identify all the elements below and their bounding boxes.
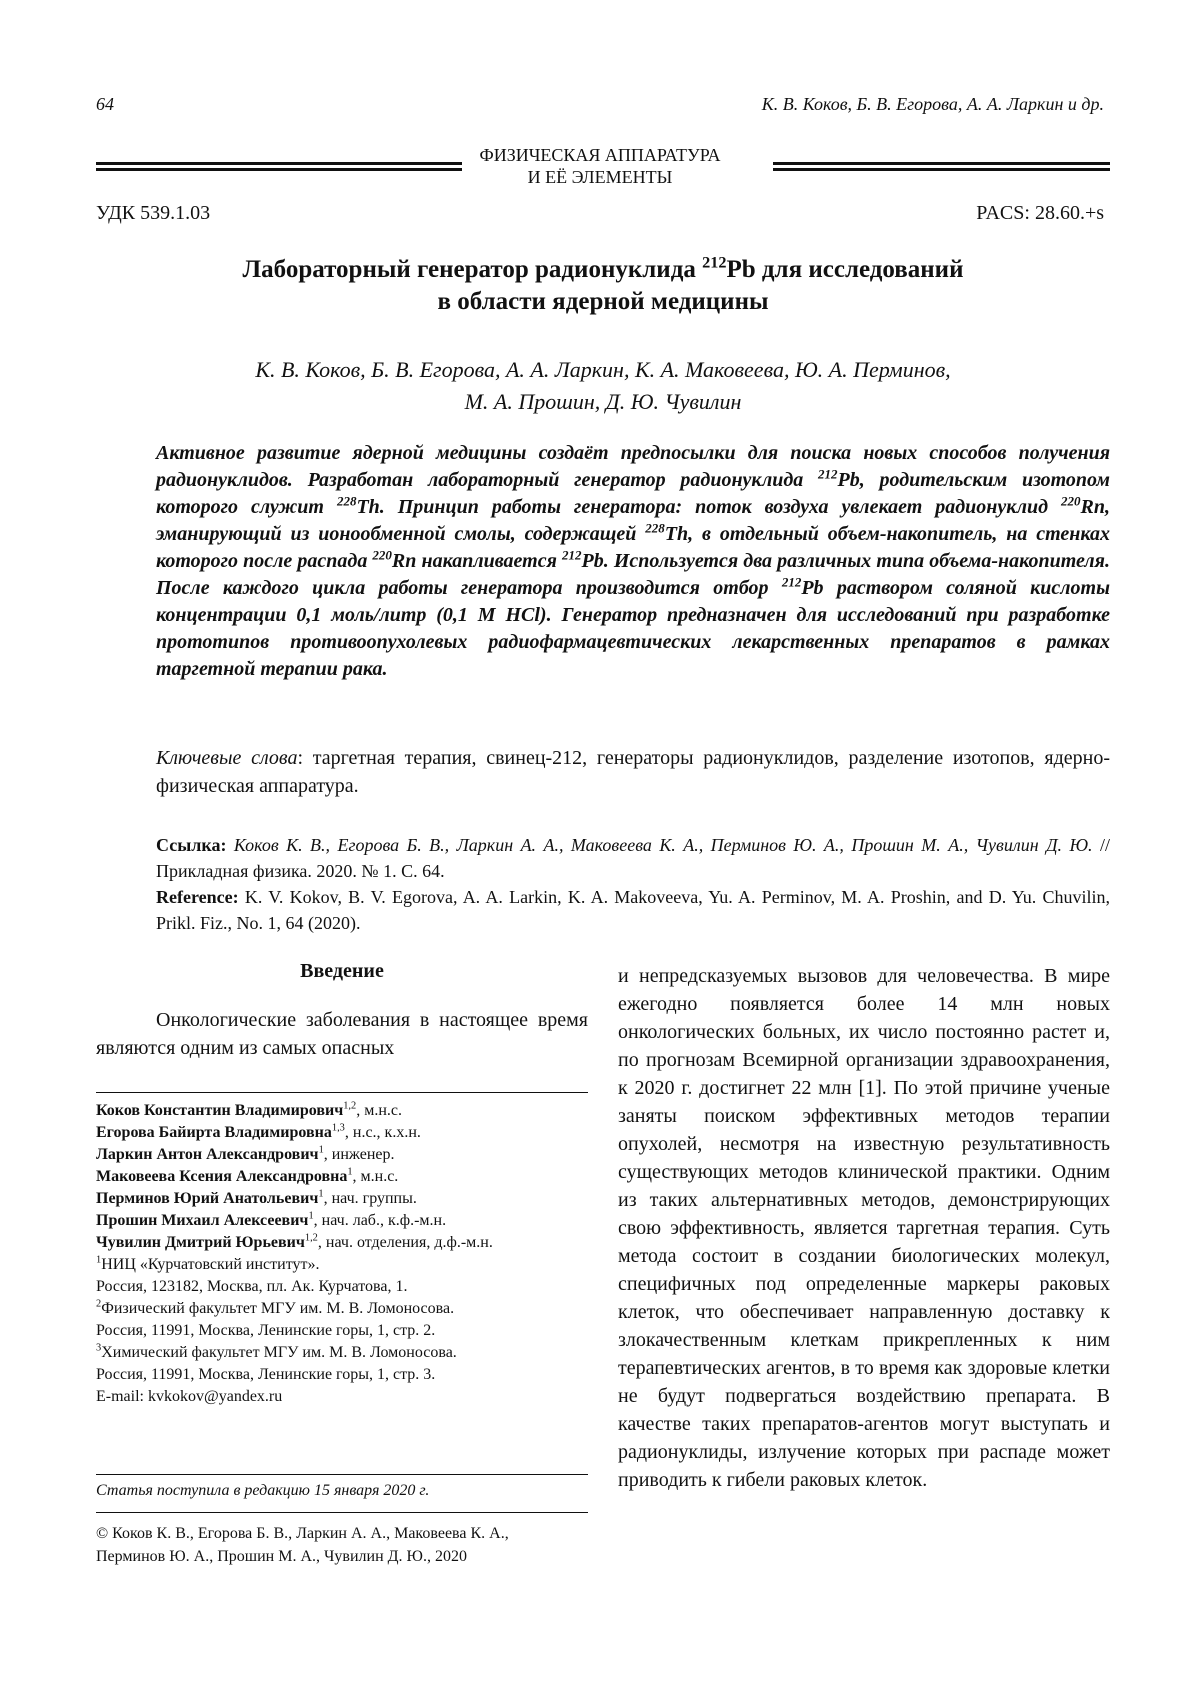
footnote-divider xyxy=(96,1092,588,1093)
footnote-author-role: , м.н.с. xyxy=(352,1168,399,1185)
keywords xyxy=(156,744,1110,800)
running-head: К. В. Коков, Б. В. Егорова, А. А. Ларкин и др. xyxy=(761,94,1104,114)
footnote-author xyxy=(96,1144,588,1166)
udk-code: УДК 539.1.03 xyxy=(96,202,211,224)
footnote-author xyxy=(96,1188,588,1210)
abstract-text: Rn, эманирующий из ионообменной смолы, содержащей xyxy=(156,496,1110,545)
title-part: Лабораторный генератор радионуклида xyxy=(242,256,703,283)
affiliation-3-address: Россия, 11991, Москва, Ленинские горы, 1, стр. 3. xyxy=(96,1366,436,1383)
footnote-author-sup: 1 xyxy=(347,1166,353,1178)
isotope-sup: 220 xyxy=(1061,493,1081,509)
copyright: © Коков К. В., Егорова Б. В., Ларкин А. А., Маковеева К. А., Перминов Ю. А., Прошин М. А., Чувилин Д. Ю., 2020 xyxy=(96,1525,509,1565)
article-title xyxy=(96,254,1110,318)
affiliation-sup: 3 xyxy=(96,1342,102,1354)
footnote-author xyxy=(96,1122,588,1144)
footnote-author-name: Ларкин Антон Александрович xyxy=(96,1146,319,1163)
intro-right-text: и непредсказуемых вызовов для человечества. В мире ежегодно появляется более 14 млн новых онкологических больных, их число постоянно растет и, по прогнозам Всемирной организации здравоохранения, к 2020 г. достигнет 22 млн [1]. По этой причине ученые заняты поиском эффективных методов терапии опухолей, несмотря на известную результативность существующих методов клинической практики. Одним из таких альтернативных методов, демонстрирующих свою эффективность, является таргетная терапия. Суть метода состоит в создании биологических молекул, специфичных под определенные маркеры раковых клеток, что обеспечивает направленную доставку к злокачественным клеткам прикрепленных к ним терапевтических агентов, в то время как здоровые клетки не будут подвергаться воздействию препарата. В качестве таких препаратов-агентов могут выступать и радионуклиды, излучение которых при распаде может приводить к гибели раковых клеток. xyxy=(618,965,1110,1491)
title-part: Pb для исследований xyxy=(726,256,964,283)
footnote-divider xyxy=(96,1512,588,1513)
footnote-divider xyxy=(96,1474,588,1475)
footnote-author xyxy=(96,1100,588,1122)
footnote-author-name: Коков Константин Владимирович xyxy=(96,1102,344,1119)
footnote-author-role: , нач. группы. xyxy=(323,1190,417,1207)
isotope-sup: 212 xyxy=(818,466,838,482)
footnote-author xyxy=(96,1210,588,1232)
footnote-author-sup: 1,2 xyxy=(304,1232,318,1244)
citation-label: Ссылка: xyxy=(156,835,227,855)
footnote-author-name: Прошин Михаил Алексеевич xyxy=(96,1212,309,1229)
abstract-text: Pb. Используется два различных типа объема-накопителя. После каждого цикла работы генератора производится отбор xyxy=(156,550,1110,599)
citation-authors: Коков К. В., Егорова Б. В., Ларкин А. А., Маковеева К. А., Перминов Ю. А., Прошин М. А., Чувилин Д. Ю. xyxy=(226,835,1093,855)
citation-en xyxy=(156,884,1110,936)
section-rule-left xyxy=(96,162,462,171)
title-sup: 212 xyxy=(702,253,727,272)
abstract-text: Pb раствором соляной кислоты концентрации 0,1 моль/литр (0,1 М HCl). Генератор предназначен для исследований при разработке прототипов противоопухолевых радиофармацевтических лекарственных препаратов в рамках таргетной терапии рака. xyxy=(156,577,1110,680)
abstract-text: Th. Принцип работы генератора: поток воздуха увлекает радионуклид xyxy=(356,496,1062,518)
authors-line2: М. А. Прошин, Д. Ю. Чувилин xyxy=(464,389,742,414)
affiliation-2-address: Россия, 11991, Москва, Ленинские горы, 1, стр. 2. xyxy=(96,1322,436,1339)
isotope-sup: 212 xyxy=(781,574,802,590)
abstract-text: Активное развитие ядерной медицины создаёт предпосылки для поиска новых способов получения радионуклидов. Разработан лабораторный генератор радионуклида xyxy=(156,442,1110,491)
authors-line1: К. В. Коков, Б. В. Егорова, А. А. Ларкин, К. А. Маковеева, Ю. А. Перминов, xyxy=(255,357,951,382)
affiliation-2 xyxy=(96,1298,588,1320)
footnote-author-sup: 1 xyxy=(308,1210,314,1222)
section-title-line1: ФИЗИЧЕСКАЯ АППАРАТУРА xyxy=(479,145,721,165)
intro-heading: Введение xyxy=(300,960,384,982)
footnote-author-role: , нач. лаб., к.ф.-м.н. xyxy=(313,1212,447,1229)
isotope-sup: 212 xyxy=(562,547,582,563)
isotope-sup: 220 xyxy=(372,547,392,563)
abstract xyxy=(156,440,1110,683)
footnote-author-role: , инженер. xyxy=(323,1146,395,1163)
footnote-author-sup: 1 xyxy=(318,1188,324,1200)
citation-source: // Прикладная физика. 2020. № 1. С. 64. xyxy=(156,835,1111,881)
intro-left-text: Онкологические заболевания в настоящее время являются одним из самых опасных xyxy=(96,1009,588,1059)
author-footnotes xyxy=(96,1100,588,1408)
reference-text: K. V. Kokov, B. V. Egorova, A. A. Larkin, K. A. Makoveeva, Yu. A. Perminov, M. A. Proshin, and D. Yu. Chuvilin, Prikl. Fiz., No. 1, 64 (2020). xyxy=(156,887,1110,933)
abstract-text: Rn накапливается xyxy=(391,550,562,572)
keywords-label: Ключевые слова xyxy=(156,747,298,769)
footnote-author-list xyxy=(96,1100,588,1254)
affiliation-name: Химический факультет МГУ им. М. В. Ломоносова. xyxy=(101,1344,457,1361)
reference-label: Reference: xyxy=(156,887,239,907)
affiliation-sup: 2 xyxy=(96,1298,102,1310)
footnote-author-name: Перминов Юрий Анатольевич xyxy=(96,1190,319,1207)
keywords-text: : таргетная терапия, свинец-212, генераторы радионуклидов, разделение изотопов, ядерно-физическая аппаратура. xyxy=(156,747,1110,797)
abstract-text: Pb, родительским изотопом которого служит xyxy=(156,469,1110,518)
footnote-author-sup: 1,3 xyxy=(331,1122,345,1134)
section-title-line2: И ЕЁ ЭЛЕМЕНТЫ xyxy=(527,167,673,187)
title-line2: в области ядерной медицины xyxy=(437,288,769,315)
footnote-author-name: Маковеева Ксения Александровна xyxy=(96,1168,348,1185)
footnote-author-role: , м.н.с. xyxy=(356,1102,403,1119)
footnote-author-role: , нач. отделения, д.ф.-м.н. xyxy=(317,1234,493,1251)
pacs-code: PACS: 28.60.+s xyxy=(976,202,1104,224)
page-number: 64 xyxy=(96,94,114,114)
footnote-author xyxy=(96,1166,588,1188)
citation-ru xyxy=(156,832,1110,884)
isotope-sup: 228 xyxy=(645,520,665,536)
abstract-text: Th, в отдельный объем-накопитель, на стенках которого после распада xyxy=(156,523,1110,572)
footnote-author xyxy=(96,1232,588,1254)
received-date: Статья поступила в редакцию 15 января 2020 г. xyxy=(96,1482,430,1499)
footnote-author-sup: 1 xyxy=(318,1144,324,1156)
citation-block xyxy=(156,832,1110,936)
footnote-author-role: , н.с., к.х.н. xyxy=(344,1124,421,1141)
footnote-author-name: Чувилин Дмитрий Юрьевич xyxy=(96,1234,305,1251)
isotope-sup: 228 xyxy=(336,493,357,509)
footnote-author-name: Егорова Байирта Владимировна xyxy=(96,1124,332,1141)
affiliation-sup: 1 xyxy=(96,1254,102,1266)
affiliation-name: Физический факультет МГУ им. М. В. Ломоносова. xyxy=(101,1300,455,1317)
affiliation-1-address: Россия, 123182, Москва, пл. Ак. Курчатова, 1. xyxy=(96,1278,408,1295)
authors xyxy=(96,354,1110,418)
section-rule-right xyxy=(773,162,1110,171)
affiliation-name: НИЦ «Курчатовский институт». xyxy=(101,1256,320,1273)
affiliation-3 xyxy=(96,1342,588,1364)
affiliation-1 xyxy=(96,1254,588,1276)
footnote-author-sup: 1,2 xyxy=(343,1100,357,1112)
contact-email: E-mail: kvkokov@yandex.ru xyxy=(96,1388,283,1405)
